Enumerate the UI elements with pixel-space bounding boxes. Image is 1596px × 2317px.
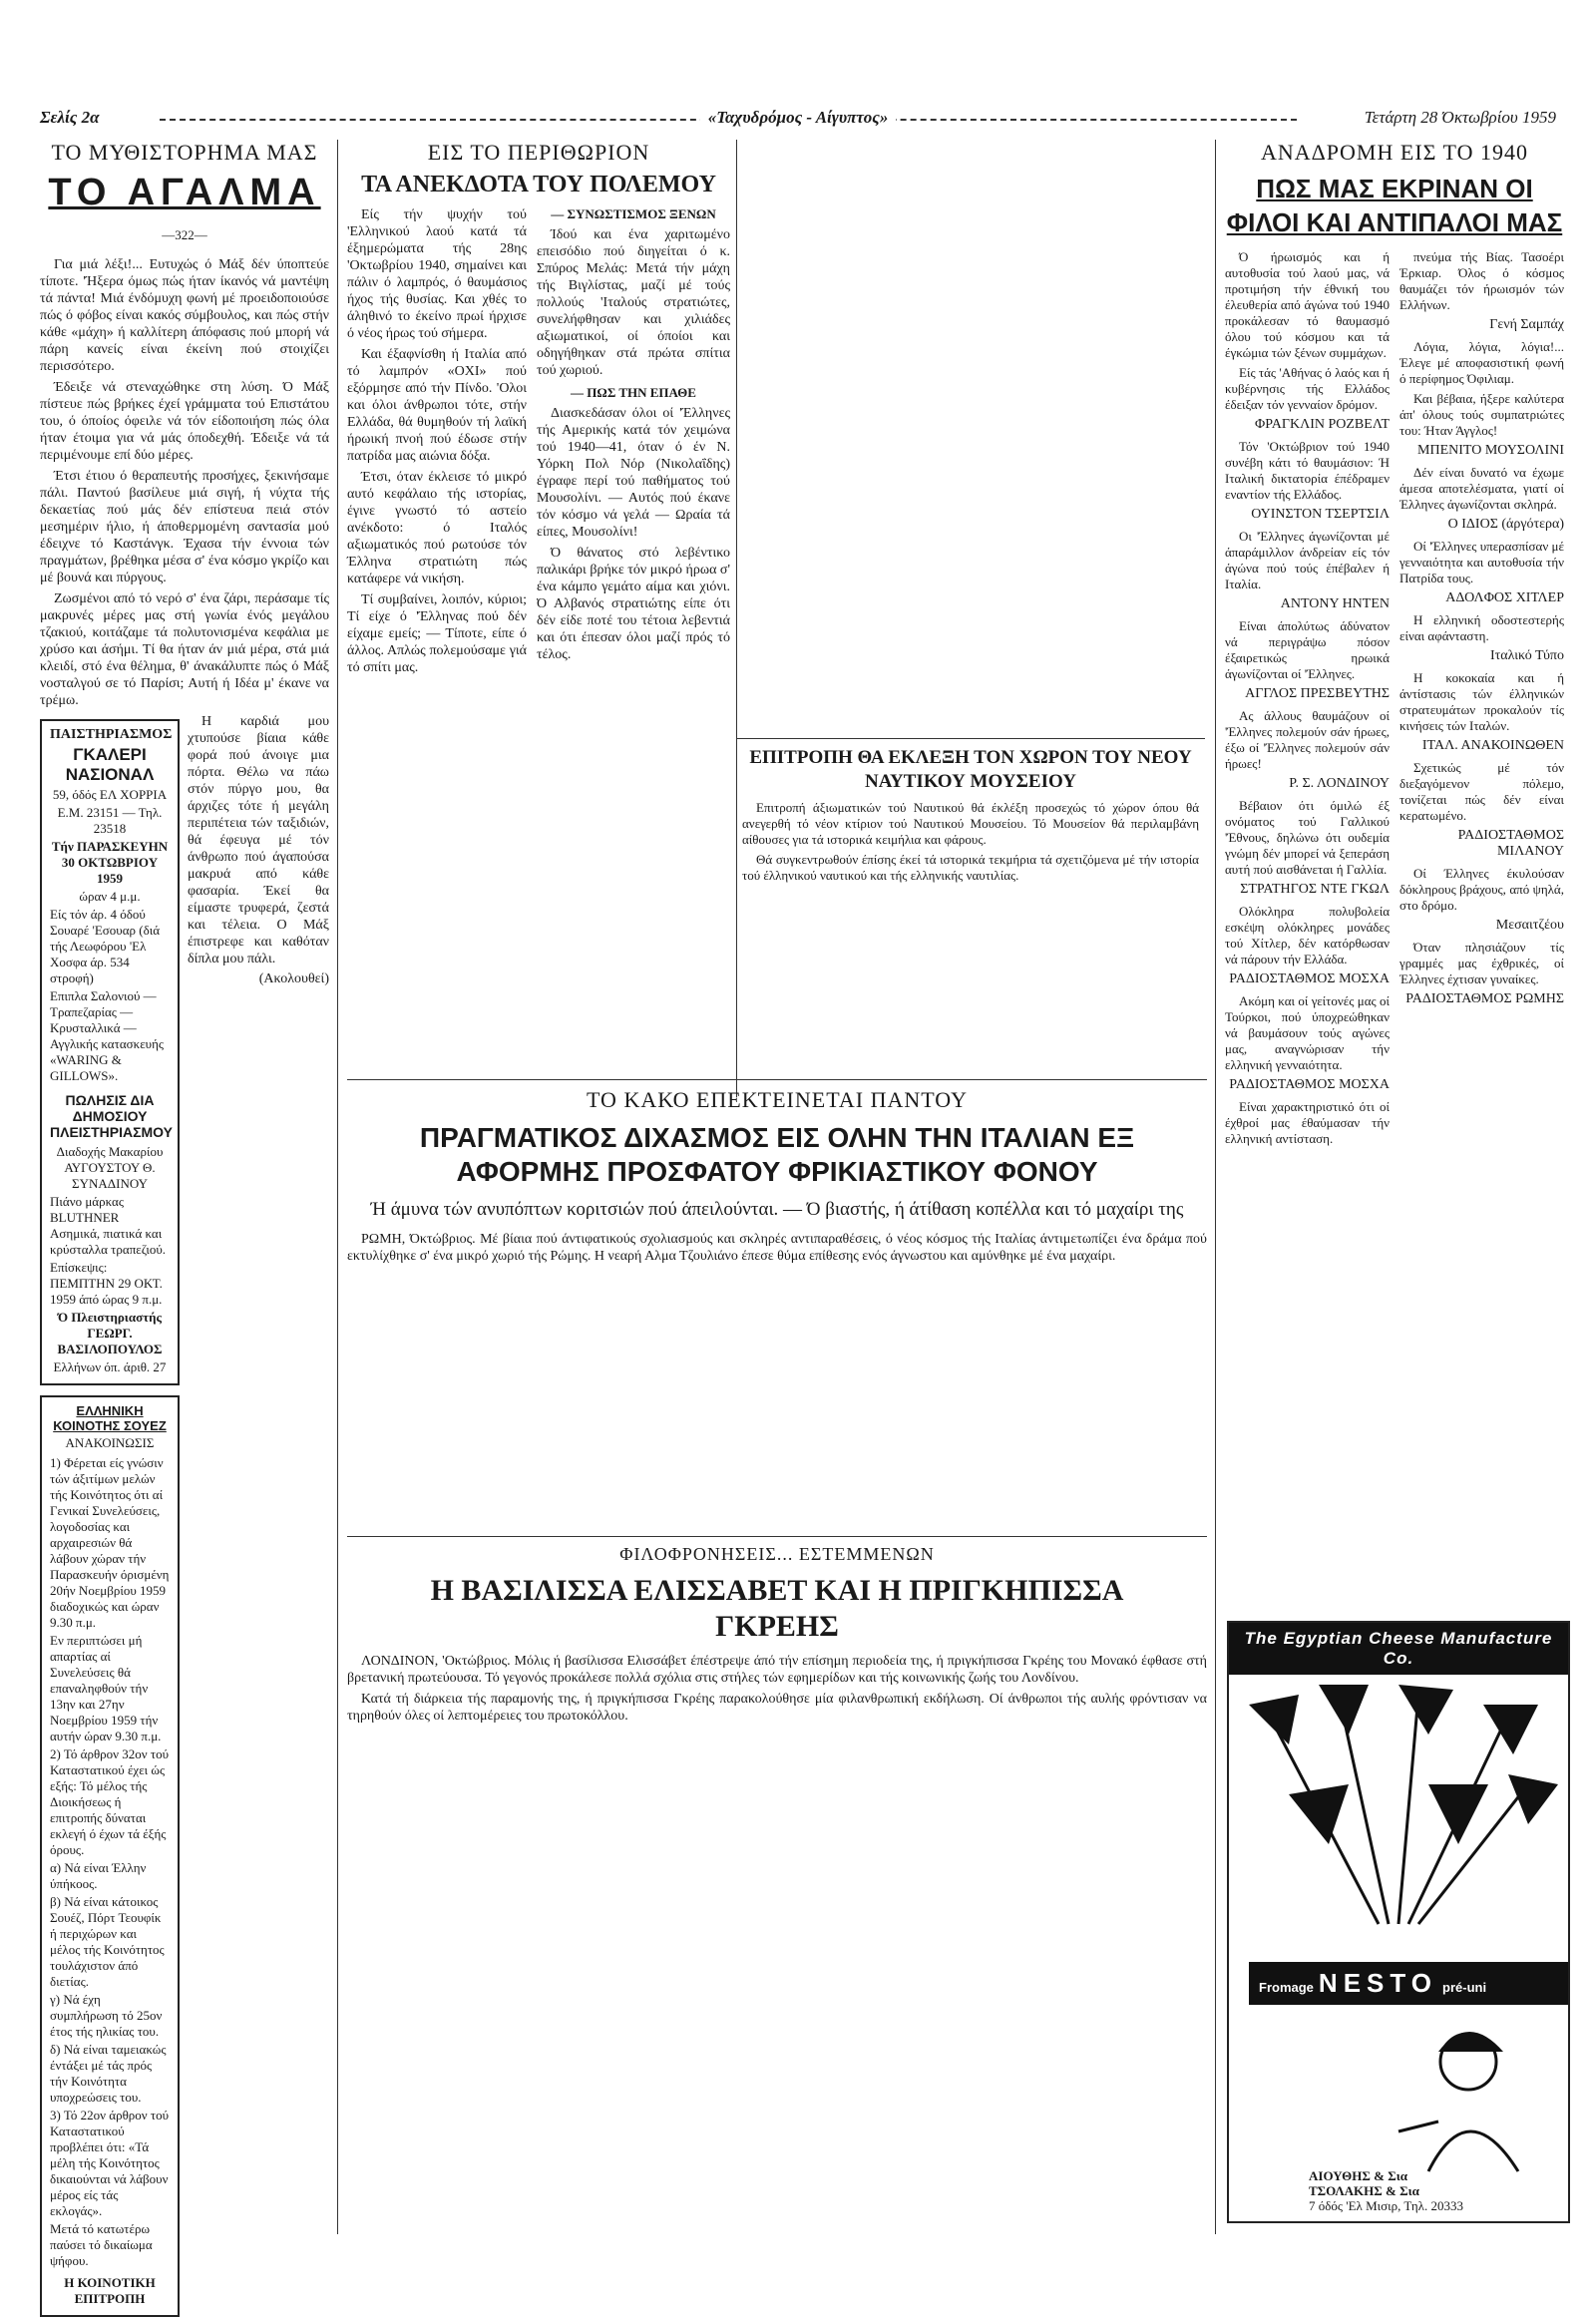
quote-text: Ολόκληρα πολυβολεία εσκέψη ολόκληρες μονάδες τού Χίτλερ, δέν κατόρθωσαν νά πάρουν τήν Ελλάδα. — [1225, 904, 1390, 966]
anecdote-paragraph: Και έξαφνίσθη ή Ιταλία από τό λαμπρόν «ΟΧΙ» πού εξόρμησε από τήν Πίνδο. 'Ολοι και όλοι άνθρωποι τότε, στήν Ελλάδα, θά θυμηθούν τή λαϊκή ήρωική πνοή πού έδωσε στήν πατρίδα μας αιώνια δόξα. — [347, 347, 527, 464]
quote-text: Είς τάς 'Αθήνας ό λαός και ή κυβέρνησις τής Ελλάδος έδειξαν τόν γενναίον δρόμον. — [1225, 365, 1390, 412]
quote-sign: ΡΑΔΙΟΣΤΑΘΜΟΣ ΜΙΛΑΝΟΥ — [1457, 828, 1564, 859]
museum-title: ΕΠΙΤΡΟΠΗ ΘΑ ΕΚΛΕΞΗ ΤΟΝ ΧΩΡΟΝ ΤΟΥ ΝΕΟΥ ΝΑΥΤΙΚΟΥ ΜΟΥΣΕΙΟΥ — [749, 747, 1192, 792]
italy-label: ΤΟ ΚΑΚΟ ΕΠΕΚΤΕΙΝΕΤΑΙ ΠΑΝΤΟΥ — [587, 1087, 968, 1112]
auction2-title: ΠΩΛΗΣΙΣ ΔΙΑ ΔΗΜΟΣΙΟΥ ΠΛΕΙΣΤΗΡΙΑΣΜΟΥ — [50, 1092, 173, 1140]
column-divider — [736, 140, 737, 1097]
quote-text: Είναι άπολύτως άδύνατον νά περιγράψω πόσον έξαιρετικώς ηρωικά άγωνίζονται οί 'Έλληνες. — [1225, 618, 1390, 681]
italy-headline: ΠΡΑΓΜΑΤΙΚΟΣ ΔΙΧΑΣΜΟΣ ΕΙΣ ΟΛΗΝ ΤΗΝ ΙΤΑΛΙΑΝ ΕΞ ΑΦΟΡΜΗΣ ΠΡΟΣΦΑΤΟΥ ΦΡΙΚΙΑΣΤΙΚΟΥ ΦΟΝΟΥ — [419, 1122, 1135, 1187]
auction-line: Επιπλα Σαλονιού — Τραπεζαρίας — Κρυσταλλικά — Αγγλικής κατασκευής «WARING & GILLOWS». — [50, 988, 165, 1083]
side-title: — ΣΥΝΩΣΤΙΣΜΟΣ ΞΕΝΩΝ — [551, 206, 716, 221]
quote-text: Όταν πλησιάζουν τίς γραμμές μας έχθρικές, οί Έλληνες έχτισαν γυναίκες. — [1399, 940, 1564, 986]
quote-text: Λόγια, λόγια, λόγια!... Έλεγε μέ αποφασιστική φωνή ό περίφημος Όφιλιαμ. — [1399, 339, 1564, 386]
quotes-left — [1225, 249, 1390, 1151]
ad-brand-banner — [1249, 1962, 1568, 2005]
auction-line: ώραν 4 μ.μ. — [79, 889, 141, 904]
italy-text: ΡΩΜΗ, Όκτώβριος. Μέ βίαια πού άντιφατικούς σχολιασμούς και σκληρές αντιπαραθέσεις, ό νέος κόσμος τής Ιταλίας άντιμετωπίζει ένα δράμα πού εκτυλίχθηκε σ' ένα μικρό χωριό τής Ρώμης. Η νεαρή Αλμα Τζουλιάνο έπεσε θύμα επίθεσης ενός άγνωστου και αμύνθηκε μέ ένα μαχαίρι. — [347, 1232, 1207, 1264]
issue-date: Τετάρτη 28 Όκτωβρίου 1959 — [1359, 108, 1556, 128]
masthead — [40, 108, 1556, 134]
quotes-right — [1399, 249, 1564, 1013]
quote-text: Τόν 'Οκτώβριον τού 1940 συνέβη κάτι τό θαυμάσιον: Ή Ιταλική δικτατορία έπέδραμεν εναντίον τής Ελλάδος. — [1225, 439, 1390, 502]
novel-column — [40, 140, 329, 2317]
paper-name-text: «Ταχυδρόμος - Αίγυπτος» — [700, 108, 897, 127]
page-number: Σελίς 2α — [40, 108, 106, 128]
quote-sign: ΟΥΙΝΣΤΟΝ ΤΣΕΡΤΣΙΛ — [1251, 507, 1390, 522]
retrospective-column — [1225, 140, 1564, 1151]
quote-sign: Μεσαιτζέου — [1495, 918, 1564, 933]
notice-item: Μετά τό κατωτέρω παύσει τό δικαίωμα ψήφου. — [50, 2221, 153, 2268]
community-notice — [40, 1395, 180, 2317]
quote-text: Η ελληνική οδοστεστερής είναι αφάνταστη. — [1399, 612, 1564, 643]
quote-text: Ακόμη και οί γείτονές μας οί Τούρκοι, πού ύποχρεώθηκαν νά βαυμάσουν τούς αγώνες μας, αναγνώρισαν τήν ελληνική γενναιότητα. — [1225, 993, 1390, 1072]
quote-sign: ΜΠΕΝΙΤΟ ΜΟΥΣΟΛΙΝΙ — [1417, 443, 1564, 458]
queen-text: Κατά τή διάρκεια τής παραμονής της, ή πριγκήπισσα Γκρέης παρακολούθησε μία φιλανθρωπική εκδήλωση. Οί άνθρωποι τής αυλής φρόντισαν να τηρηθούν όλες οί λεπτομέρειες του πρωτοκόλλου. — [347, 1692, 1207, 1724]
quote-sign: Ρ. Σ. ΛΟΝΔΙΝΟΥ — [1289, 776, 1390, 791]
cheese-wedge-icon — [1249, 1695, 1299, 1744]
auction2-line: Πιάνο μάρκας ΒLUTHNER Ασημικά, πιατικά και κρύσταλλα τραπεζιού. — [50, 1194, 167, 1257]
quote-text: Και βέβαια, ήξερε καλύτερα άπ' όλους τούς συμπατριώτες του: Ήταν Άγγλος! — [1399, 391, 1564, 438]
side-text: Ίδού και ένα χαριτωμένο επεισόδιο πού διηγείται ό κ. Σπύρος Μελάς: Μετά τήν μάχη τής Βιγλίστας, μαζί μέ τούς πολλούς 'Ιταλούς στρατιώτες, συνελήφθησαν και χιλιάδες αξιωματικοί, οί όποίοι και οδηγήθηκαν στά πρώτα σπίτια τού χωριού. — [537, 227, 730, 378]
paper-name — [40, 108, 1556, 128]
quote-sign: ΑΔΟΛΦΟΣ ΧΙΤΛΕΡ — [1445, 590, 1564, 605]
side-text: Ό θάνατος στό λεβέντικο παλικάρι βρήκε τόν μικρό ήρωα σ' ένα κάμπο γεμάτο αίμα και χιόνι. Ό Αλβανός στρατιώτης είπε ότι δέν είδε ποτέ του τέτοια λεβεντιά και ότι έπεσαν όλοι μαζί πρός τό τέλος. — [537, 546, 730, 662]
brand-suffix: pré-uni — [1442, 1980, 1487, 1995]
quote-sign: ΡΑΔΙΟΣΤΑΘΜΟΣ ΜΟΣΧΑ — [1229, 971, 1390, 986]
quote-sign: ΙΤΑΛ. ΑΝΑΚΟΙΝΩΘΕΝ — [1421, 738, 1564, 753]
auction-label: ΠΑΙΣΤΗΡΙΑΣΜΟΣ — [50, 727, 173, 742]
quote-text: πνεύμα τής Βίας. Τασοέρι Έρκιαρ. Όλος ό κόσμος θαυμάζει τόν ήρωισμόν τών Ελλήνων. — [1399, 249, 1564, 312]
notice-item: γ) Νά έχη συμπλήρωση τό 25ον έτος τής ηλικίας του. — [50, 1992, 163, 2039]
novel-paragraph: Ζωσμένοι από τό νερό σ' ένα ζάρι, περάσαμε τίς μακρυνές μέρες μας στή γωνία ένός μεγάλου τζακιού, κοιτάζαμε τά πολυτονισμένα κεφάλια με χρύσο και άσήμι. Τί θα ήταν άν μιά μέρα, στά μιά κλειδί, στό ένα θέλημα, θ' άνακάλυπτε πώς ό Μάξ νοσταλγού σε τό Παρίσι; Αυτή ή Ιδέα μ' έκανε να τρέμω. — [40, 591, 329, 708]
notice-title: ΕΛΛΗΝΙΚΗ ΚΟΙΝΟΤΗΣ ΣΟΥΕΖ — [53, 1403, 167, 1433]
ad-header: The Egyptian Cheese Manufacture Co. — [1229, 1623, 1568, 1675]
italy-article — [347, 1079, 1207, 1269]
quote-sign: ΦΡΑΓΚΛΙΝ ΡΟΖΒΕΛΤ — [1255, 417, 1390, 432]
quote-sign: Ο ΙΔΙΟΣ (άργότερα) — [1447, 517, 1564, 532]
notice-item: 2) Τό άρθρον 32ον τού Καταστατικού έχει ώς εξής: Τό μέλος τής Διοικήσεως ή επιτροπής δύναται εκλεγή ό έχων τά έξής όρους. — [50, 1746, 170, 1857]
ad-footer — [1309, 2168, 1463, 2213]
auction2-line: Ό Πλειστηριαστής ΓΕΩΡΓ. ΒΑΣΙΛΟΠΟΥΛΟΣ — [57, 1310, 163, 1356]
section-label: ΑΝΑΔΡΟΜΗ ΕΙΣ ΤΟ 1940 — [1261, 140, 1528, 165]
auction2-line: Επίσκεψις: ΠΕΜΠΤΗΝ 29 ΟΚΤ. 1959 άπό ώρας 9 π.μ. — [50, 1260, 163, 1307]
auction-line: Είς τόν άρ. 4 όδού Σουαρέ 'Εσουαρ (διά τής Λεωφόρου 'Ελ Χοσφα άρ. 534 στροφή) — [50, 907, 161, 985]
arm-line — [1398, 2122, 1438, 2131]
cheese-wedge-icon — [1398, 1685, 1453, 1735]
anecdotes-side — [537, 206, 730, 667]
notice-item: δ) Νά είναι ταμειακώς έντάξει μέ τάς πρός τήν Κοινότητα υποχρεώσεις του. — [50, 2042, 167, 2105]
quote-sign: ΣΤΡΑΤΗΓΟΣ ΝΤΕ ΓΚΩΛ — [1240, 882, 1390, 897]
side-text: Διασκεδάσαν όλοι οί 'Έλληνες τής Αμερικής κατά τόν χειμώνα τού 1940—41, όταν ό έν Ν. Υόρκη Πολ Νόρ (Νικολαΐδης) έγραφε περί τού παθήματος τού Μουσολίνι. — Αυτός πού έκανε τόν κόσμο νά γελά — Ωραία τά είπες, Μουσολίνι! — [537, 406, 730, 540]
auction-line: 59, όδός ΕΛ ΧΟΡΡΙΑ — [52, 787, 168, 802]
quote-sign: Ιταλικό Τύπο — [1489, 648, 1564, 663]
novel-more: (Ακολουθεί) — [258, 971, 329, 986]
column-divider — [1215, 140, 1216, 2234]
quote-sign: ΡΑΔΙΟΣΤΑΘΜΟΣ ΜΟΣΧΑ — [1229, 1077, 1390, 1092]
rule — [347, 1079, 1207, 1080]
cheese-wedge-icon — [1428, 1784, 1488, 1844]
queen-label: ΦΙΛΟΦΡΟΝΗΣΕΙΣ... ΕΣΤΕΜΜΕΝΩΝ — [619, 1544, 935, 1564]
retrospective-title: ΠΩΣ ΜΑΣ ΕΚΡΙΝΑΝ ΟΙ ΦΙΛΟΙ ΚΑΙ ΑΝΤΙΠΑΛΟΙ ΜΑΣ — [1226, 174, 1563, 237]
queen-headline: Η ΒΑΣΙΛΙΣΣΑ ΕΛΙΣΣΑΒΕΤ ΚΑΙ Η ΠΡΙΓΚΗΠΙΣΣΑ ΓΚΡΕΗΣ — [430, 1574, 1124, 1643]
novel-paragraph: Έτσι έτιου ό θεραπευτής προσήχες, ξεκινήσαμε πάλι. Παντού βασίλευε μιά σιγή, ή νύχτα τής δεκαετίας πού μάς δέν επίστευα πειά στόν μεσημέριν ήλιο, ή άποθερμομένη σαντασία μού έδειχνε τό Καστάνγκ. Έχασα τήν έννοια τών πραγμάτων, βρέθηκα μέσα σ' ένα κόσμο γκρίζο και μέ βουνά και πύργους. — [40, 469, 329, 585]
auction-line: Ε.Μ. 23151 — Τηλ. 23518 — [57, 805, 163, 836]
quote-text: Βέβαιον ότι όμιλώ έξ ονόματος τού Γαλλικού 'Έθνους, δηλώνω ότι ουδεμία γνώμη δέν μπορεί νά ξεπεράση αυτή πού αισθάνεται ή Γαλλία. — [1225, 798, 1390, 877]
notice-subtitle: ΑΝΑΚΟΙΝΩΣΙΣ — [65, 1435, 155, 1450]
auction-box — [40, 719, 180, 1385]
cheese-advertisement — [1227, 1621, 1570, 2223]
quote-text: Σχετικώς μέ τόν διεξαγόμενον πόλεμο, τονίζεται πώς δέν είναι κερατωμένο. — [1399, 760, 1564, 823]
novel-paragraph: Για μιά λέξι!... Ευτυχώς ό Μάξ δέν ύποπτεύε τίποτε. 'Ήξερα όμως πώς ήταν ίκανός νά μαντέψη τά πάντα! Μιά ένδόμυχη φωνή μέ προειδοποιούσε πώς ό φόβος είναι κακός σύμβουλος, και πώς στήν κάθε «μάχη» ή καλλίτερη άπόφασις πού μπορή νά πάρη κανείς είναι έκείνη πού στοιχίζει περισσότερο. — [40, 257, 329, 374]
woman-illustration — [1379, 2012, 1538, 2181]
auction-box-column — [40, 713, 180, 2317]
notice-sign: Η ΚΟΙΝΟΤΙΚΗ ΕΠΙΤΡΟΠΗ — [64, 2275, 156, 2306]
notice-item: β) Νά είναι κάτοικος Σουέζ, Πόρτ Τεουφίκ ή περιχώρων και μέλος τής Κοινότητος τουλάχιστον άπό διετίας. — [50, 1894, 165, 1989]
quote-text: Ό ήρωισμός και ή αυτοθυσία τού λαού μας, νά προτιμήση τήν έθνική του έλευθερία από άγώνα τού 1940 προκάλεσαν τό θαυμασμό όλου τού κόσμου και τά έγκώμια τών ξένων συμμάχων. — [1225, 249, 1390, 360]
quote-sign: ΑΓΓΛΟΣ ΠΡΕΣΒΕΥΤΗΣ — [1245, 686, 1390, 701]
novel-paragraph: Έδειξε νά στεναχώθηκε στη λύση. Ό Μάξ πίστευε πώς βρήκες έχεί γράμματα τού Επιστάτου του, ό όποίος όφειλε νά τόν είδοποιήση πώς όλα ήταν έτοιμα για νά μάς όποδεχθή. Έδειξε νά τά περιμένουμε επί δύο μέρες. — [40, 380, 329, 463]
anecdote-paragraph: Είς τήν ψυχήν τού 'Ελληνικού λαού κατά τά έξημερώματα τής 28ης 'Οκτωβρίου 1940, σημαίνει και πάλιν ό λαμπρός, ό θαυμάσιος ήχος τής θυσίας. Και χθές το άληθινό το έκείνο πρωί ήρχισε ό νέος ήρως τού σήμερα. — [347, 207, 527, 341]
notice-item: α) Νά είναι Έλλην ύπήκοος. — [50, 1860, 147, 1891]
quote-text: Ας άλλους θαυμάζουν οί 'Έλληνες πολεμούν σάν ήρωες, έξω οί 'Έλληνες πολεμούν σάν ήρωες! — [1225, 708, 1390, 771]
hair-shape — [1438, 2032, 1503, 2052]
auction2-line: Διαδοχής Μακαρίου ΑΥΓΟΥΣΤΟΥ Θ. ΣΥΝΑΔΙΝΟΥ — [56, 1144, 164, 1191]
cheese-cones-illustration — [1229, 1675, 1564, 1974]
auction2-line: Ελλήνων όπ. άριθ. 27 — [53, 1359, 167, 1374]
queen-text: ΛΟΝΔΙΝΟΝ, 'Οκτώβριος. Μόλις ή βασίλισσα Ελισσάβετ έπέστρεψε άπό τήν επίσημη περιοδεία της, ή πριγκήπισσα Γκρέης του Μονακό έφθασε στή βρετανική πρωτεύουσα. Τό γεγονός προκάλεσε πολλά σχόλια στις στήλες τών εφημερίδων και τής κοινωνικής ζωής του Λονδίνου. — [347, 1654, 1207, 1686]
brand-prefix: Fromage — [1259, 1980, 1314, 1995]
side-title: — ΠΩΣ ΤΗΝ ΕΠΑΘΕ — [571, 385, 696, 400]
quote-sign: ΡΑΔΙΟΣΤΑΘΜΟΣ ΡΩΜΗΣ — [1405, 991, 1564, 1006]
rule — [347, 1536, 1207, 1537]
quote-text: Η κοκοκαία και ή άντίστασις τών έλληνικών στρατευμάτων προκαλούν τίς κινήσεις τών Ιταλών. — [1399, 670, 1564, 733]
anecdote-paragraph: Τί συμβαίνει, λοιπόν, κύριοι; Τί είχε ό 'Έλληνας πού δέν είχαμε εμείς; — Τίποτε, είπε ό άλλος. Απλώς πολεμούσαμε γιά τό σπίτι μας. — [347, 592, 527, 675]
queen-article — [347, 1536, 1207, 1729]
quote-text: Είναι χαρακτηριστικό ότι οί έχθροί μας έθαύμασαν τήν ελληνική αντίσταση. — [1225, 1099, 1390, 1146]
anecdotes-main — [347, 206, 527, 680]
rule — [736, 738, 1205, 739]
quote-text: Οί 'Έλληνες υπερασπίσαν μέ γενναιότητα και αυτοθυσία τήν Πατρίδα τους. — [1399, 539, 1564, 585]
quote-text: Οι 'Έλληνες άγωνίζονται μέ άπαράμιλλον άνδρείαν είς τόν άγώνα πού τούς έπέβαλεν ή Ιταλία. — [1225, 529, 1390, 591]
margin-column — [347, 140, 730, 680]
notice-item: Εν περιπτώσει μή απαρτίας αί Συνελεύσεις θά επαναληφθούν τήν 13ην και 27ην Νοεμβρίου 1959 τήν αυτήν ώραν 9.30 π.μ. — [50, 1633, 162, 1743]
cheese-wedge-icon — [1319, 1685, 1369, 1735]
museum-article — [736, 738, 1205, 888]
auction-name: ΓΚΑΛΕΡΙ ΝΑΣΙΟΝΑΛ — [65, 745, 155, 784]
quote-sign: ΑΝΤΟΝΥ ΗΝΤΕΝ — [1280, 596, 1390, 611]
quote-text: Οί Έλληνες έκυλούσαν δόκληρους βράχους, από ψηλά, στο δρόμο. — [1399, 866, 1564, 913]
ad-company: ΤΣΟΛΑΚΗΣ & Σια — [1309, 2183, 1419, 2198]
installment-number: —322— — [162, 227, 207, 242]
quote-sign: Γενή Σαμπάχ — [1489, 317, 1564, 332]
auction-line: Τήν ΠΑΡΑΣΚΕΥΗΝ 30 ΟΚΤΩΒΡΙΟΥ 1959 — [51, 839, 169, 886]
museum-text: Θά συγκεντρωθούν έπίσης έκεί τά ιστορικά τεκμήρια τά σχετιζόμενα μέ τήν ιστορία τού έλληνικού ναυτικού και τής ελληνικής ναυτιλίας. — [742, 852, 1199, 883]
brand-name: NESTO — [1318, 1968, 1438, 1998]
italy-subhead: Ή άμυνα τών ανυπόπτων κοριτσιών πού άπειλούνται. — Ό βιαστής, ή άτίθαση κοπέλλα και τό μαχαίρι της — [370, 1199, 1184, 1220]
novel-title: ΤΟ ΑΓΑΛΜΑ — [48, 172, 321, 213]
section-label: ΕΙΣ ΤΟ ΠΕΡΙΘΩΡΙΟΝ — [427, 140, 650, 165]
ad-company: ΑΙΟΥΘΗΣ & Σια — [1309, 2168, 1407, 2183]
cheese-wedge-icon — [1289, 1784, 1349, 1844]
anecdote-paragraph: Έτσι, όταν έκλεισε τό μικρό αυτό κεφάλαιο τής ιστορίας, έγινε γνωστό τό αστείο ανέκδοτο: ό Ιταλός αξιωματικός πού ρωτούσε τόν Έλληνα στρατιώτη πώς κατάφερε νά νικήση. — [347, 470, 527, 586]
anecdotes-title: ΤΑ ΑΝΕΚΔΟΤΑ ΤΟΥ ΠΟΛΕΜΟΥ — [361, 172, 716, 197]
column-divider — [337, 140, 338, 2234]
notice-item: 3) Τό 22ον άρθρον τού Καταστατικού προβλέπει ότι: «Τά μέλη τής Κοινότητος δικαιούνται νά λάβουν μέρος είς τάς εκλογάς». — [50, 2108, 170, 2218]
cone-stick — [1398, 1695, 1418, 1924]
quote-text: Δέν είναι δυνατό να έχωμε άμεσα αποτελέσματα, γιατί οί Έλληνες άγωνίζονται σκληρά. — [1399, 465, 1564, 512]
body-outline — [1428, 2131, 1518, 2171]
museum-text: Επιτροπή άξιωματικών τού Ναυτικού θά έκλέξη προσεχώς τό χώρον όπου θά ανεγερθή τό νέον κτίριον τού Ναυτικού Μουσείου. Τό Μουσείον θά περιλαμβάνη αίθουσες για τά ιστορικά κειμήλια και φάρους. — [742, 800, 1199, 847]
novel-continuation: Η καρδιά μου χτυπούσε βίαια κάθε φορά πού άνοιγε μια πόρτα. Θέλω να πάω στόν πύργο μου, θα άρχιζες τότε ή μεγάλη περιπέτεια τών ταξιδιών, θά έφευγα μέ τόν άνθρωπο πού άγαπούσα μακρυά από κάθε φασαρία. Έκεί θα είμαστε τρυφερά, ζεστά και τέλεια. Ο Μάξ έπιστρεφε και καθόταν δίπλα μου πάλι. — [188, 714, 329, 966]
notice-item: 1) Φέρεται είς γνώσιν τών άξιτίμων μελών τής Κοινότητος ότι αί Γενικαί Συνελεύσεις, λογοδοσίας και αρχαιρεσιών θά λάβουν χώραν τήν Παρασκευήν όρισμένη 20ήν Νοεμβρίου 1959 διαδοχικώς και ώραν 9.30 π.μ. — [50, 1455, 170, 1630]
ad-address: 7 όδός 'Ελ Μισιρ, Τηλ. 20333 — [1309, 2198, 1463, 2213]
section-label: ΤΟ ΜΥΘΙΣΤΟΡΗΜΑ ΜΑΣ — [51, 140, 318, 165]
